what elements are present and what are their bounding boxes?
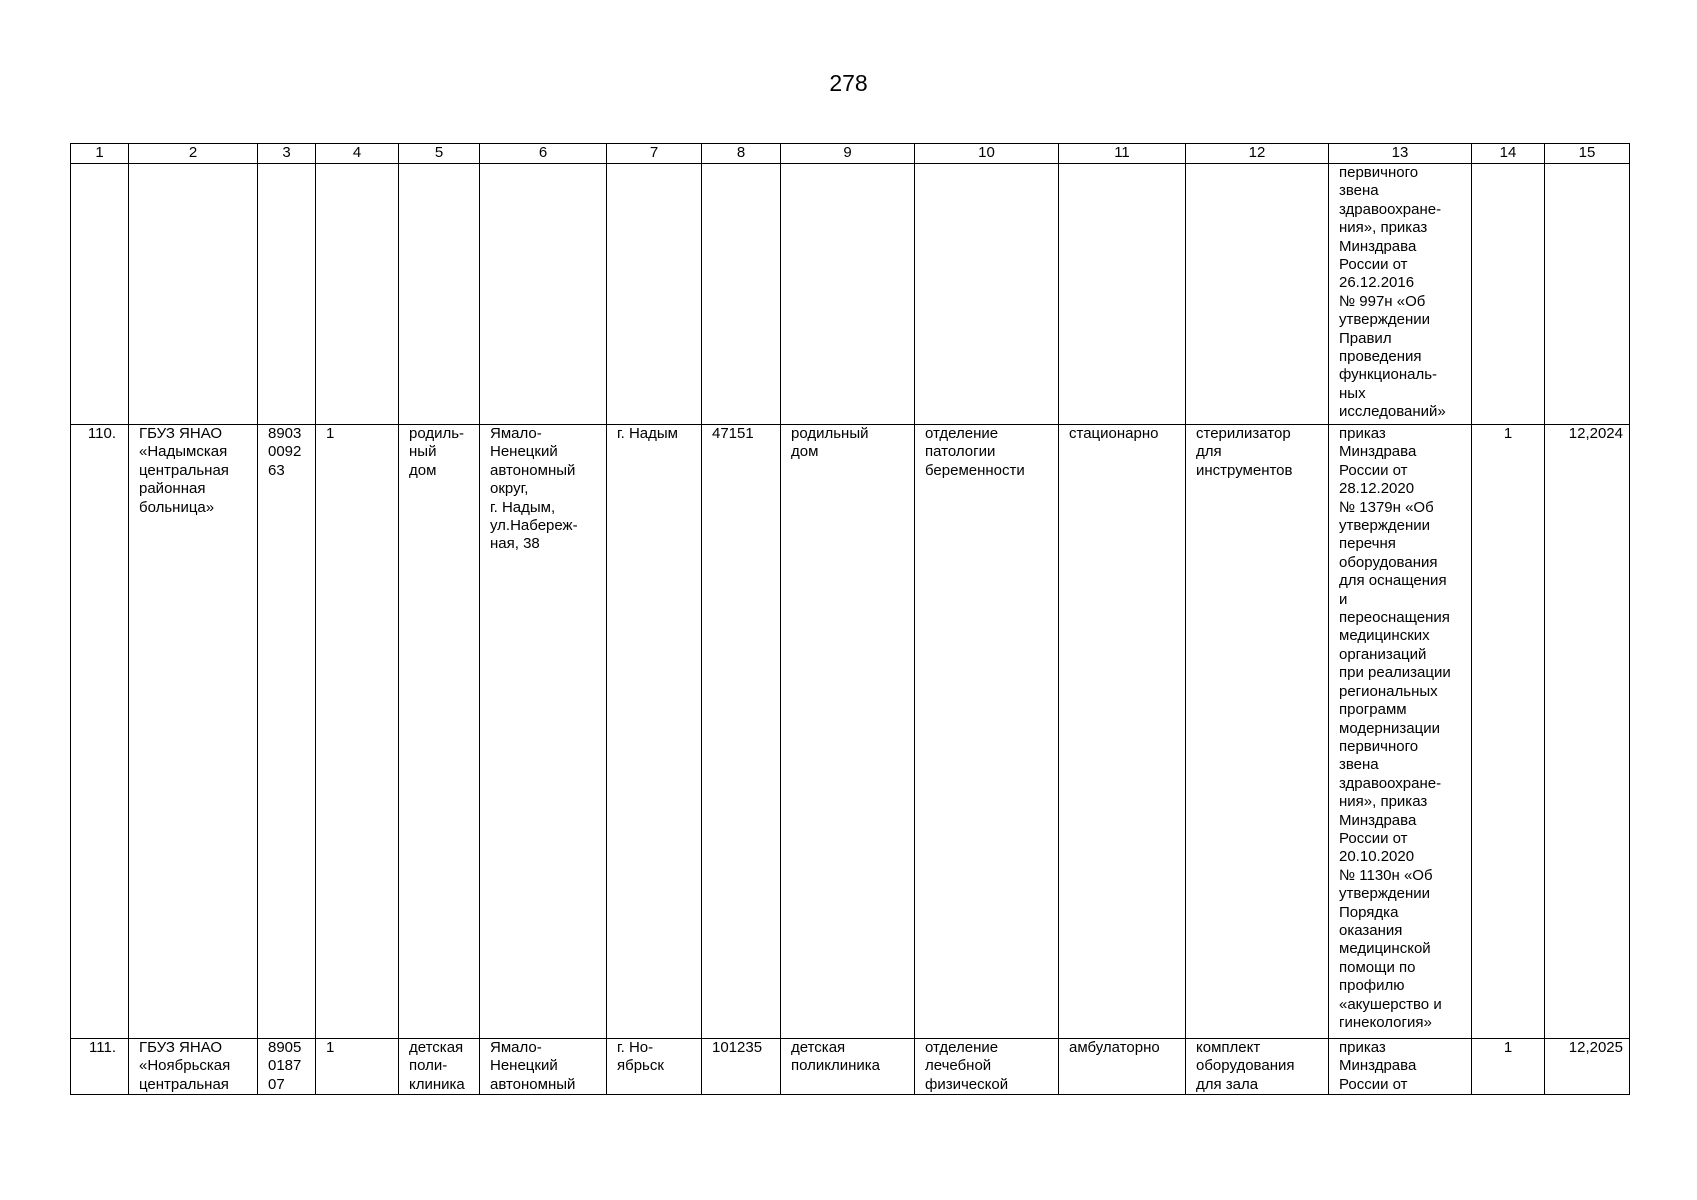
header-cell: 1 bbox=[71, 144, 129, 164]
header-cell: 7 bbox=[607, 144, 702, 164]
header-cell: 14 bbox=[1472, 144, 1545, 164]
organization-cell: ГБУЗ ЯНАО «Ноябрьская центральная bbox=[129, 1039, 258, 1095]
header-cell: 13 bbox=[1329, 144, 1472, 164]
row-number: 110. bbox=[71, 425, 129, 1039]
table-cell bbox=[129, 164, 258, 425]
code-cell: 8905 0187 07 bbox=[258, 1039, 316, 1095]
care-mode-cell: амбулаторно bbox=[1059, 1039, 1186, 1095]
department-cell: отделение патологии беременности bbox=[915, 425, 1059, 1039]
oktmo-cell: 101235 bbox=[702, 1039, 781, 1095]
department-cell: отделение лечебной физической bbox=[915, 1039, 1059, 1095]
equipment-cell: комплект оборудования для зала bbox=[1186, 1039, 1329, 1095]
oktmo-cell: 47151 bbox=[702, 425, 781, 1039]
equipment-cell: стерилизатор для инструментов bbox=[1186, 425, 1329, 1039]
header-cell: 15 bbox=[1545, 144, 1630, 164]
header-cell: 2 bbox=[129, 144, 258, 164]
basis-cell: приказ Минздрава России от bbox=[1329, 1039, 1472, 1095]
header-cell: 11 bbox=[1059, 144, 1186, 164]
header-cell: 6 bbox=[480, 144, 607, 164]
facility-type-cell: детская поли- клиника bbox=[399, 1039, 480, 1095]
basis-cell: приказ Минздрава России от 28.12.2020 № 1379н «Об утверждении перечня оборудования для оснащения и переоснащения медицинских организаций при реализации региональных программ модернизации первичного звена здравоохране- ния», приказ Минздрава России от 20.10.2020 № 1130н «Об утверждении Порядка оказания медицинской помощи по профилю «акушерство и гинекология» bbox=[1329, 425, 1472, 1039]
table-cell bbox=[71, 164, 129, 425]
address-cell: Ямало- Ненецкий автономный bbox=[480, 1039, 607, 1095]
city-cell: г. Надым bbox=[607, 425, 702, 1039]
code-cell: 8903 0092 63 bbox=[258, 425, 316, 1039]
header-cell: 10 bbox=[915, 144, 1059, 164]
header-cell: 4 bbox=[316, 144, 399, 164]
date-cell: 12,2025 bbox=[1545, 1039, 1630, 1095]
quantity-cell: 1 bbox=[1472, 425, 1545, 1039]
table-cell bbox=[1186, 164, 1329, 425]
table-cell bbox=[316, 164, 399, 425]
table-cell bbox=[915, 164, 1059, 425]
row-number: 111. bbox=[71, 1039, 129, 1095]
table-cell bbox=[258, 164, 316, 425]
address-cell: Ямало- Ненецкий автономный округ, г. Надым, ул.Набереж- ная, 38 bbox=[480, 425, 607, 1039]
table-row bbox=[71, 425, 1630, 1039]
table-cell bbox=[607, 164, 702, 425]
care-mode-cell: стационарно bbox=[1059, 425, 1186, 1039]
header-cell: 12 bbox=[1186, 144, 1329, 164]
table-cell bbox=[1059, 164, 1186, 425]
table-row bbox=[71, 1039, 1630, 1095]
header-row bbox=[71, 144, 1630, 164]
header-cell: 8 bbox=[702, 144, 781, 164]
table-cell bbox=[781, 164, 915, 425]
city-cell: г. Но- ябрьск bbox=[607, 1039, 702, 1095]
table-cell bbox=[399, 164, 480, 425]
table-cell bbox=[1545, 164, 1630, 425]
table-cell bbox=[702, 164, 781, 425]
table-cell bbox=[480, 164, 607, 425]
count-cell: 1 bbox=[316, 1039, 399, 1095]
date-cell: 12,2024 bbox=[1545, 425, 1630, 1039]
continuation-row bbox=[71, 164, 1630, 425]
unit-cell: родильный дом bbox=[781, 425, 915, 1039]
facility-type-cell: родиль- ный дом bbox=[399, 425, 480, 1039]
equipment-table bbox=[70, 143, 1630, 1095]
quantity-cell: 1 bbox=[1472, 1039, 1545, 1095]
basis-cell: первичного звена здравоохране- ния», приказ Минздрава России от 26.12.2016 № 997н «Об утверждении Правил проведения функциональ- ных исследований» bbox=[1329, 164, 1472, 425]
count-cell: 1 bbox=[316, 425, 399, 1039]
header-cell: 5 bbox=[399, 144, 480, 164]
header-cell: 9 bbox=[781, 144, 915, 164]
table-cell bbox=[1472, 164, 1545, 425]
page-number: 278 bbox=[829, 70, 868, 96]
unit-cell: детская поликлиника bbox=[781, 1039, 915, 1095]
header-cell: 3 bbox=[258, 144, 316, 164]
organization-cell: ГБУЗ ЯНАО «Надымская центральная районная больница» bbox=[129, 425, 258, 1039]
